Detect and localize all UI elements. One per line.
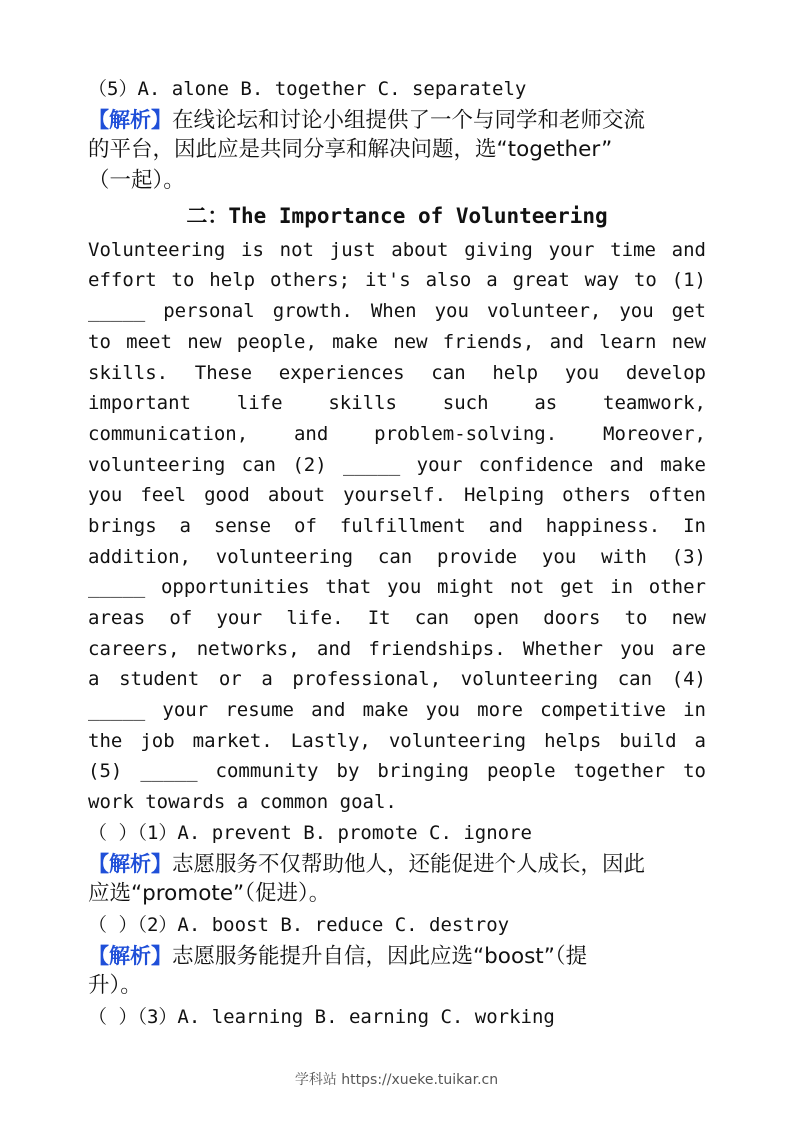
passage-line: _____ your resume and make you more competitive in [88,699,706,722]
passage-line: Volunteering is not just about giving your time and [88,238,706,261]
question-3: （ ）（3）A. learning B. earning C. working [88,1005,555,1028]
passage-line: effort to help others; it's also a great way to (1) [88,269,706,292]
page-footer: 学科站 https://xueke.tuikar.cn [294,1072,499,1088]
passage-line: important life skills such as teamwork, [88,392,706,415]
passage-line: work towards a common goal. [88,791,397,814]
analysis-2-line-2: 升）。 [88,973,142,999]
analysis-5-line-3: （一起）。 [88,168,185,194]
passage-line: brings a sense of fulfillment and happiness. In [88,514,706,537]
analysis-5-line-1: 【解析】在线论坛和讨论小组提供了一个与同学和老师交流 [88,107,646,133]
passage-line: the job market. Lastly, volunteering helps build a [88,729,706,752]
analysis-2-line-1: 【解析】志愿服务能提升自信，因此应选“boost”（提 [88,943,588,969]
passage-line: communication, and problem-solving. Moreover, [88,422,706,445]
passage-line: volunteering can (2) _____ your confidence and make [88,453,706,476]
analysis-tag: 【解析】 [88,107,172,132]
question-5-prev: （5）A. alone B. together C. separately [88,78,527,100]
analysis-1-line-1: 【解析】志愿服务不仅帮助他人，还能促进个人成长，因此 [88,851,646,877]
passage-line: a student or a professional, volunteering can (4) [88,668,706,691]
section-title: 二：The Importance of Volunteering [186,203,608,228]
analysis-tag: 【解析】 [88,943,172,968]
passage-line: areas of your life. It can open doors to new [88,607,706,629]
question-2: （ ）（2）A. boost B. reduce C. destroy [88,913,510,936]
passage-line: skills. These experiences can help you develop [88,361,706,384]
analysis-1-line-2: 应选“promote”（促进）。 [88,881,331,907]
analysis-tag: 【解析】 [88,851,172,876]
document-body [88,74,706,1033]
analysis-5-line-2: 的平台，因此应是共同分享和解决问题，选“together” [88,137,613,163]
passage-line: _____ personal growth. When you volunteer, you get [88,300,706,323]
passage-line: to meet new people, make new friends, and learn new [88,330,706,353]
passage-line: _____ opportunities that you might not get in other [88,576,706,599]
question-1: （ ）（1）A. prevent B. promote C. ignore [88,821,532,844]
passage [88,235,706,818]
passage-line: you feel good about yourself. Helping others often [88,484,706,507]
passage-line: (5) _____ community by bringing people together to [88,760,706,783]
passage-line: careers, networks, and friendships. Whether you are [88,637,706,660]
passage-line: addition, volunteering can provide you with (3) [88,545,706,568]
